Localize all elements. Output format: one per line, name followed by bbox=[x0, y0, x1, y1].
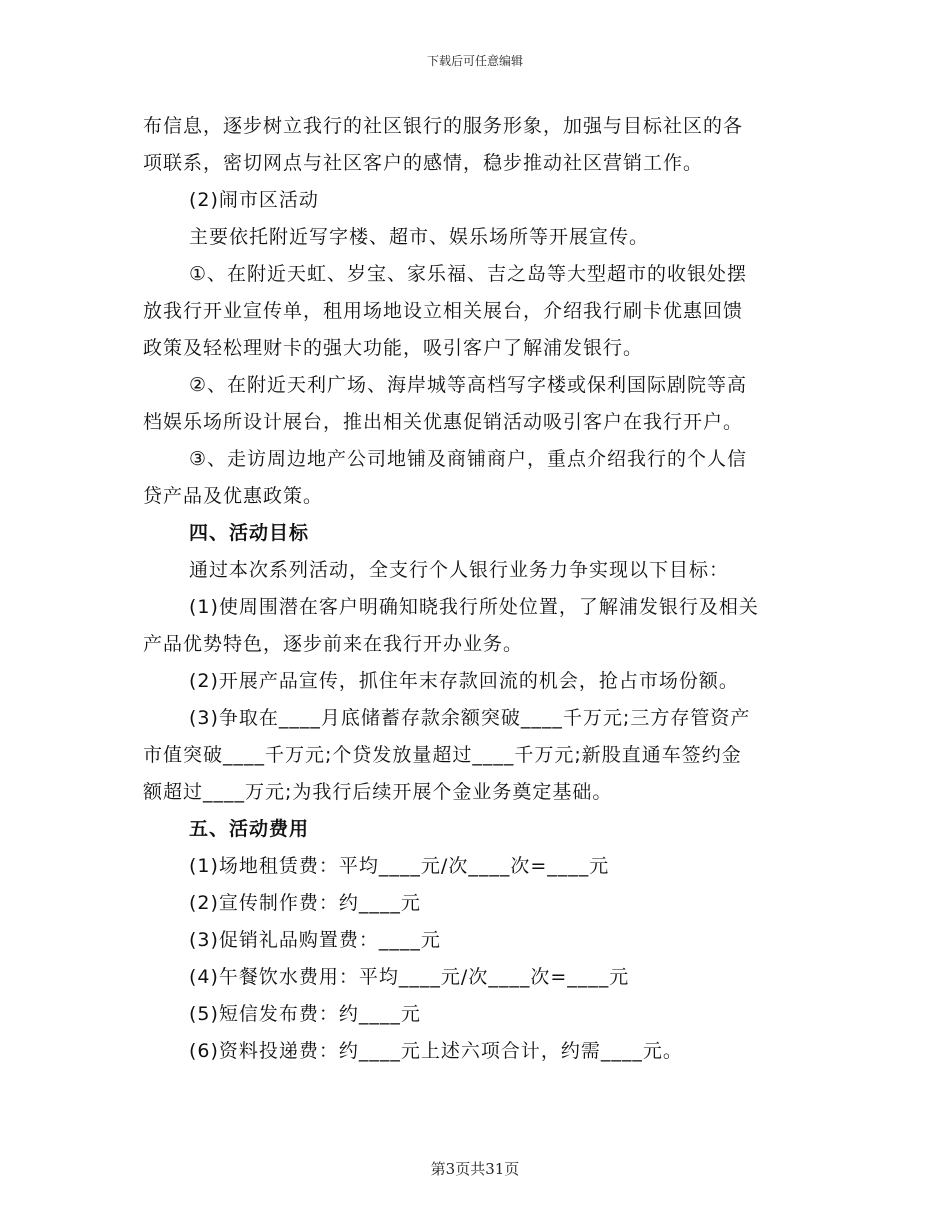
expense-item: (1)场地租赁费：平均____元/次____次=____元 bbox=[189, 855, 610, 877]
page-footer: 第3页共31页 bbox=[430, 1160, 520, 1178]
document-body bbox=[143, 108, 808, 1070]
expense-item: (5)短信发布费：约____元 bbox=[189, 1003, 421, 1025]
paragraph-line: 产品优势特色，逐步前来在我行开办业务。 bbox=[143, 633, 524, 655]
list-item: (2)开展产品宣传，抓住年末存款回流的机会，抢占市场份额。 bbox=[189, 670, 739, 692]
paragraph-line: 布信息，逐步树立我行的社区银行的服务形象，加强与目标社区的各 bbox=[143, 115, 744, 137]
paragraph-line: 通过本次系列活动，全支行个人银行业务力争实现以下目标： bbox=[189, 559, 730, 581]
subsection-title: (2)闹市区活动 bbox=[189, 189, 319, 211]
paragraph-line: 主要依托附近写字楼、超市、娱乐场所等开展宣传。 bbox=[189, 226, 650, 248]
paragraph-line: 额超过____万元;为我行后续开展个金业务奠定基础。 bbox=[143, 781, 613, 803]
list-item: ①、在附近天虹、岁宝、家乐福、吉之岛等大型超市的收银处摆 bbox=[189, 263, 748, 285]
expense-item: (3)促销礼品购置费：____元 bbox=[189, 929, 441, 951]
paragraph-line: 贷产品及优惠政策。 bbox=[143, 485, 324, 507]
section-heading: 五、活动费用 bbox=[189, 818, 310, 840]
list-item: (3)争取在____月底储蓄存款余额突破____千万元;三方存管资产 bbox=[189, 707, 751, 729]
list-item: (1)使周围潜在客户明确知晓我行所处位置，了解浦发银行及相关 bbox=[189, 596, 759, 618]
paragraph-line: 项联系，密切网点与社区客户的感情，稳步推动社区营销工作。 bbox=[143, 152, 704, 174]
expense-item: (2)宣传制作费：约____元 bbox=[189, 892, 421, 914]
paragraph-line: 放我行开业宣传单，租用场地设立相关展台，介绍我行刷卡优惠回馈 bbox=[143, 300, 744, 322]
section-heading: 四、活动目标 bbox=[189, 522, 310, 544]
list-item: ②、在附近天利广场、海岸城等高档写字楼或保利国际剧院等高 bbox=[189, 374, 748, 396]
list-item: ③、走访周边地产公司地铺及商铺商户，重点介绍我行的个人信 bbox=[189, 448, 748, 470]
paragraph-line: 市值突破____千万元;个贷发放量超过____千万元;新股直通车签约金 bbox=[143, 744, 742, 766]
page-header: 下载后可任意编辑 bbox=[426, 54, 523, 68]
expense-item: (6)资料投递费：约____元上述六项合计，约需____元。 bbox=[189, 1040, 683, 1062]
paragraph-line: 档娱乐场所设计展台，推出相关优惠促销活动吸引客户在我行开户。 bbox=[143, 411, 744, 433]
paragraph-line: 政策及轻松理财卡的强大功能，吸引客户了解浦发银行。 bbox=[143, 337, 644, 359]
expense-item: (4)午餐饮水费用：平均____元/次____次=____元 bbox=[189, 966, 630, 988]
